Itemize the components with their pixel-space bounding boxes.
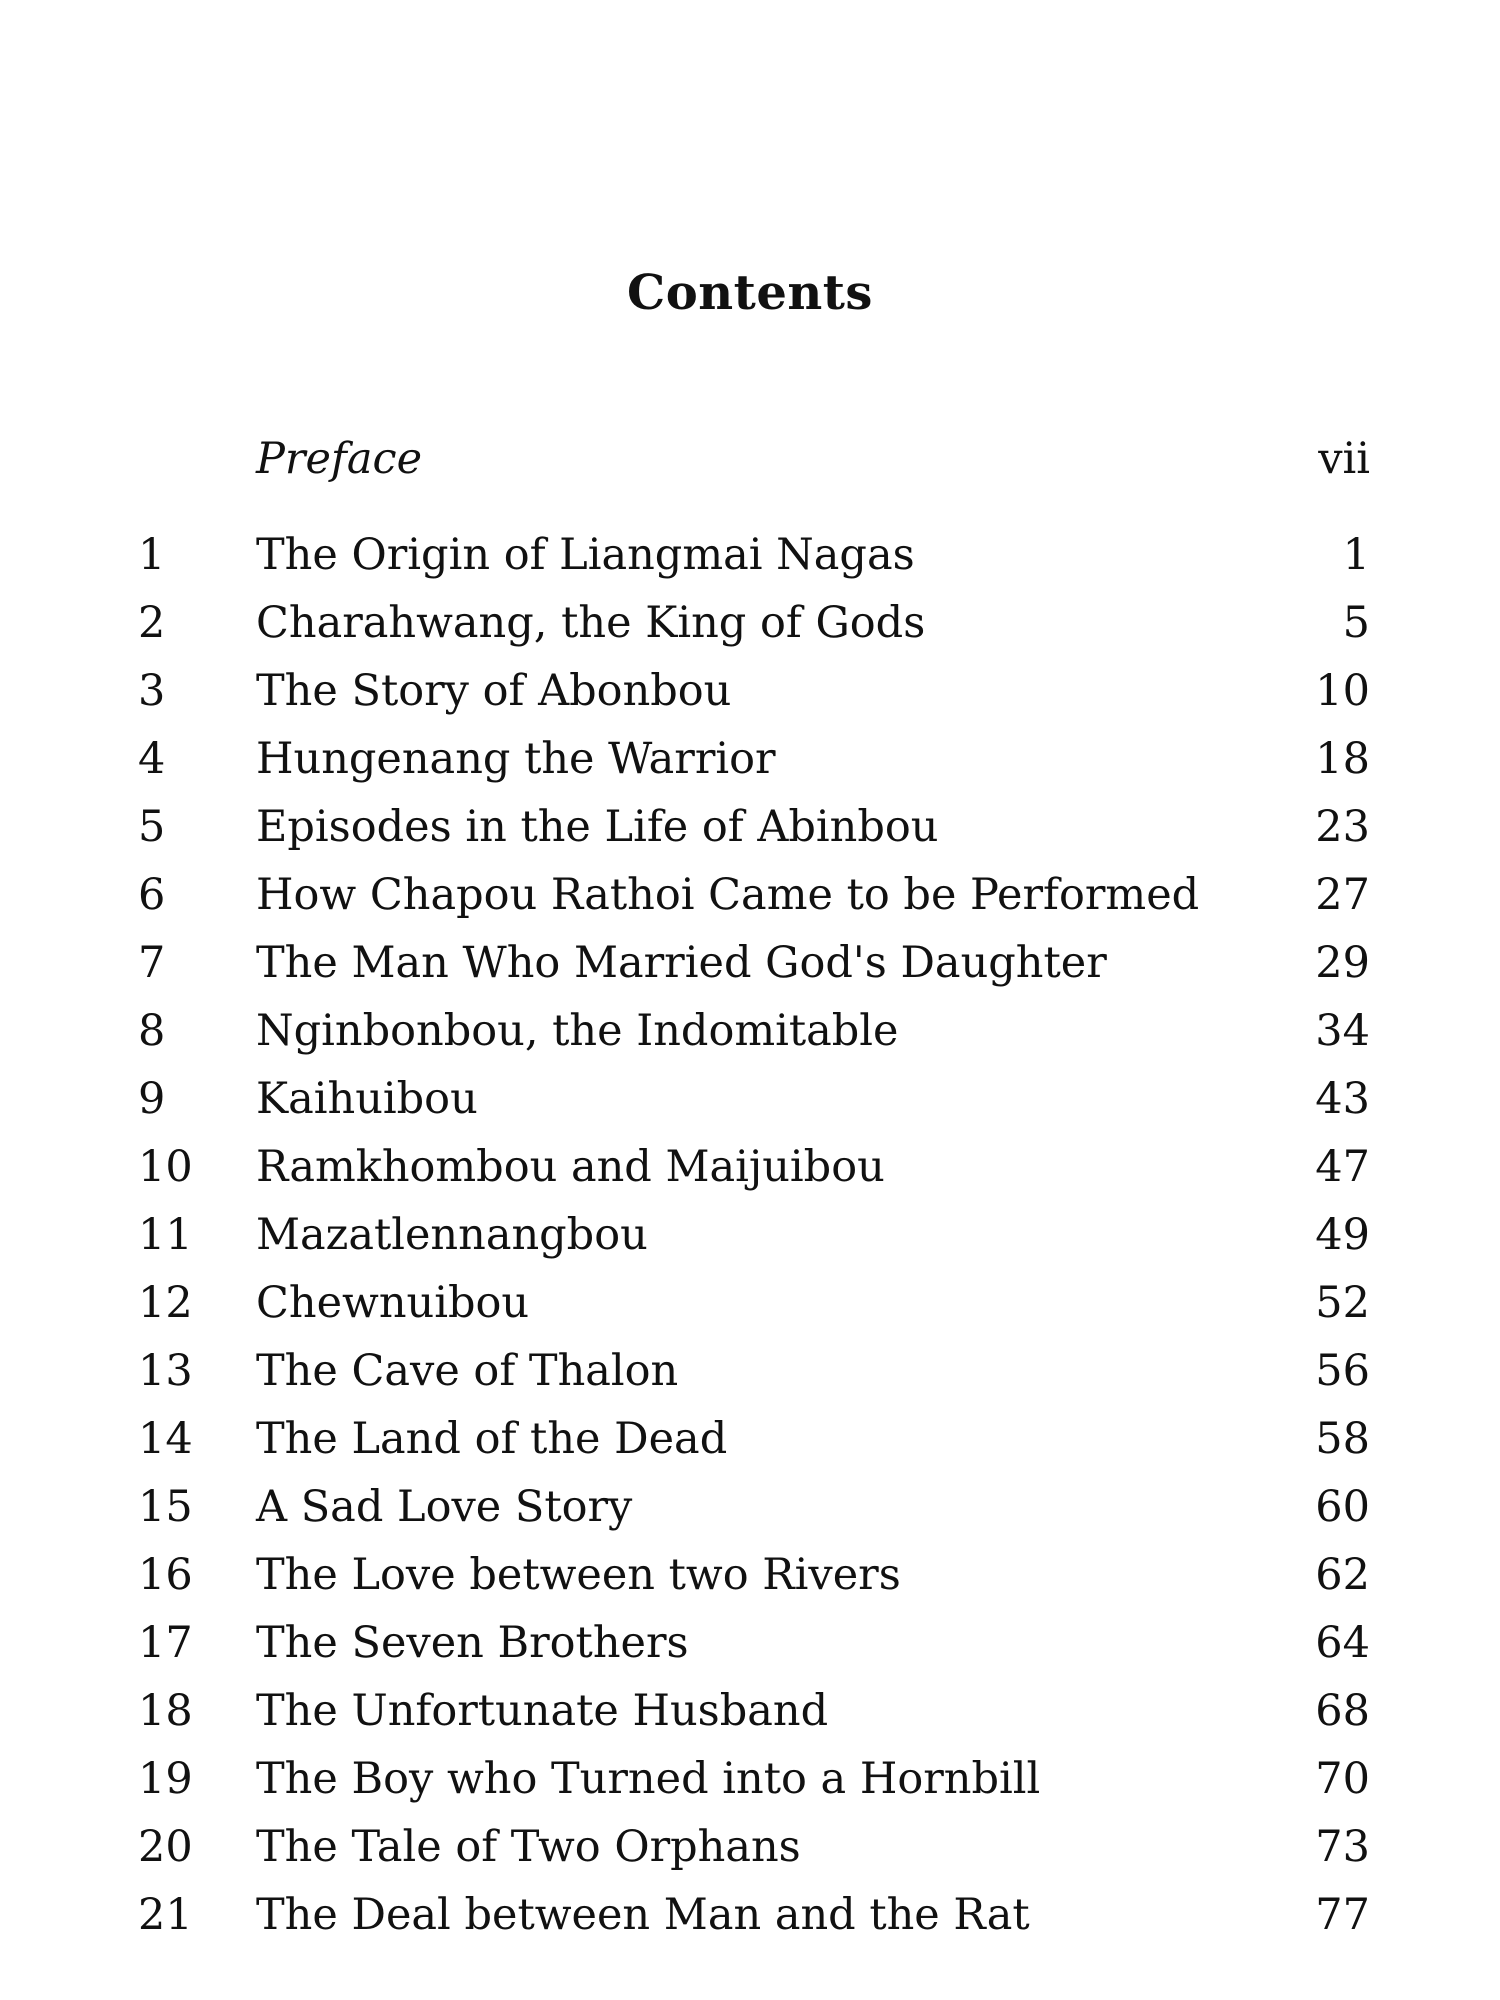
toc-chapter-number: 19 xyxy=(138,1754,193,1804)
toc-entry-title: Preface xyxy=(256,434,423,484)
toc-row xyxy=(0,521,1500,589)
toc-entry-title: The Origin of Liangmai Nagas xyxy=(256,530,915,580)
toc-row xyxy=(0,1745,1500,1813)
toc-chapter-number: 8 xyxy=(138,1006,166,1056)
toc-row xyxy=(0,929,1500,997)
toc-page-number: vii xyxy=(1318,434,1370,484)
toc-chapter-number: 2 xyxy=(138,598,166,648)
toc-chapter-number: 7 xyxy=(138,938,166,988)
toc-chapter-number: 5 xyxy=(138,802,166,852)
toc-page-number: 27 xyxy=(1315,870,1370,920)
toc-chapter-number: 6 xyxy=(138,870,166,920)
toc-page-number: 1 xyxy=(1342,530,1370,580)
toc-chapter-number: 21 xyxy=(138,1890,193,1940)
toc-entry-title: The Land of the Dead xyxy=(256,1414,728,1464)
toc-chapter-number: 16 xyxy=(138,1550,193,1600)
toc-chapter-number: 20 xyxy=(138,1822,193,1872)
toc-row xyxy=(0,725,1500,793)
toc-entry-title: The Tale of Two Orphans xyxy=(256,1822,801,1872)
toc-entry-title: The Love between two Rivers xyxy=(256,1550,901,1600)
toc-page-number: 47 xyxy=(1315,1142,1370,1192)
toc-page-number: 5 xyxy=(1342,598,1370,648)
toc-row xyxy=(0,861,1500,929)
toc-row xyxy=(0,1337,1500,1405)
toc-chapter-number: 1 xyxy=(138,530,166,580)
toc-entry-title: The Unfortunate Husband xyxy=(256,1686,829,1736)
toc-page-number: 34 xyxy=(1315,1006,1370,1056)
toc-chapter-number: 10 xyxy=(138,1142,193,1192)
toc-entry-title: Nginbonbou, the Indomitable xyxy=(256,1006,899,1056)
toc-row xyxy=(0,1813,1500,1881)
toc-row xyxy=(0,1881,1500,1949)
toc-row xyxy=(0,1269,1500,1337)
toc-row xyxy=(0,1677,1500,1745)
toc-chapter-number: 14 xyxy=(138,1414,193,1464)
toc-entry-title: The Boy who Turned into a Hornbill xyxy=(256,1754,1041,1804)
toc-entry-title: Mazatlennangbou xyxy=(256,1210,648,1260)
toc-page-number: 62 xyxy=(1315,1550,1370,1600)
toc-chapter-number: 12 xyxy=(138,1278,193,1328)
toc-entry-title: Episodes in the Life of Abinbou xyxy=(256,802,939,852)
toc-row xyxy=(0,1201,1500,1269)
toc-chapter-number: 9 xyxy=(138,1074,166,1124)
toc-chapter-number: 17 xyxy=(138,1618,193,1668)
toc-row xyxy=(0,1609,1500,1677)
toc-row xyxy=(0,1405,1500,1473)
page-title: Contents xyxy=(627,265,873,321)
toc-row xyxy=(0,1133,1500,1201)
toc-chapter-number: 4 xyxy=(138,734,166,784)
toc-row xyxy=(0,1473,1500,1541)
toc-chapter-number: 18 xyxy=(138,1686,193,1736)
toc-chapter-number: 11 xyxy=(138,1210,193,1260)
toc-page-number: 43 xyxy=(1315,1074,1370,1124)
toc-row xyxy=(0,997,1500,1065)
toc-page-number: 77 xyxy=(1315,1890,1370,1940)
toc-entry-title: Hungenang the Warrior xyxy=(256,734,776,784)
toc-page-number: 68 xyxy=(1315,1686,1370,1736)
toc-entry-title: Ramkhombou and Maijuibou xyxy=(256,1142,885,1192)
toc-entry-title: How Chapou Rathoi Came to be Performed xyxy=(256,870,1200,920)
toc-entry-title: A Sad Love Story xyxy=(256,1482,633,1532)
toc-row xyxy=(0,589,1500,657)
toc-row xyxy=(0,1065,1500,1133)
toc-entry-title: Chewnuibou xyxy=(256,1278,530,1328)
toc-page-number: 58 xyxy=(1315,1414,1370,1464)
toc-row xyxy=(0,1541,1500,1609)
toc-entry-title: The Story of Abonbou xyxy=(256,666,732,716)
toc-row xyxy=(0,657,1500,725)
toc-preface-row xyxy=(0,425,1500,493)
toc-entry-title: The Seven Brothers xyxy=(256,1618,689,1668)
toc-entry-title: The Deal between Man and the Rat xyxy=(256,1890,1030,1940)
toc-page-number: 70 xyxy=(1315,1754,1370,1804)
toc-entry-title: Kaihuibou xyxy=(256,1074,478,1124)
toc-page-number: 64 xyxy=(1315,1618,1370,1668)
toc-page-number: 18 xyxy=(1315,734,1370,784)
toc-page-number: 73 xyxy=(1315,1822,1370,1872)
toc-page-number: 23 xyxy=(1315,802,1370,852)
toc-chapter-number: 13 xyxy=(138,1346,193,1396)
toc-row xyxy=(0,793,1500,861)
toc-chapter-number: 3 xyxy=(138,666,166,716)
toc-page-number: 10 xyxy=(1315,666,1370,716)
toc-page-number: 52 xyxy=(1315,1278,1370,1328)
toc-page-number: 49 xyxy=(1315,1210,1370,1260)
toc-chapter-number: 15 xyxy=(138,1482,193,1532)
toc-entry-title: The Man Who Married God's Daughter xyxy=(256,938,1107,988)
toc-entry-title: The Cave of Thalon xyxy=(256,1346,679,1396)
toc-page-number: 56 xyxy=(1315,1346,1370,1396)
toc-entry-title: Charahwang, the King of Gods xyxy=(256,598,926,648)
toc-page-number: 29 xyxy=(1315,938,1370,988)
toc-page-number: 60 xyxy=(1315,1482,1370,1532)
